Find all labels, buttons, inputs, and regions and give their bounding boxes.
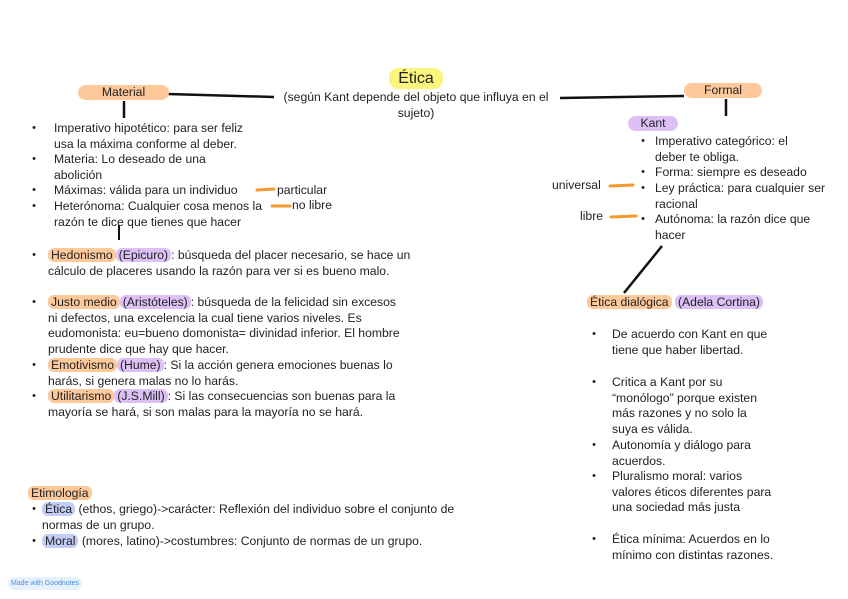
- formal-item-1: Imperativo categórico: el deber te obliga.: [655, 134, 788, 164]
- etimologia-item-2: [42, 534, 497, 550]
- formal-item-4: Autónoma: la razón dice que hacer: [655, 212, 811, 242]
- bullet: •: [641, 135, 645, 147]
- bullet: •: [592, 533, 596, 545]
- note-no-libre: no libre: [292, 198, 332, 212]
- theory-name: Justo medio: [48, 295, 120, 309]
- dialogica-item-4: Pluralismo moral: varios valores éticos diferentes para una sociedad más justa: [612, 469, 772, 515]
- page-title: Ética: [398, 70, 434, 87]
- dash-universal: [610, 185, 633, 186]
- bullet: •: [592, 470, 596, 482]
- bullet: •: [32, 390, 36, 402]
- dialogica-item-3: Autonomía y diálogo para acuerdos.: [612, 438, 751, 468]
- theory-author: (Hume): [117, 358, 164, 372]
- theory-name: Emotivismo: [48, 358, 117, 372]
- dialogica-item-2: Critica a Kant por su “monólogo” porque existen más razones y no solo la suya es válida.: [612, 375, 757, 436]
- theory-text: : búsqueda de la felicidad sin excesos ni defectos, una excelencia la cual tiene varios niveles. Es eudomonista: eu=bueno domonista= divinidad inferior. El hombre prudente dice que hay que hacer.: [48, 295, 400, 356]
- theory-justo-medio: [48, 295, 408, 357]
- dialogica-name: Ética dialógica: [587, 295, 672, 309]
- bullet: •: [592, 439, 596, 451]
- theory-text: : búsqueda del placer necesario, se hace un cálculo de placeres usando la razón para ver si es bueno malo.: [48, 248, 411, 278]
- bullet: •: [32, 153, 36, 165]
- bullet: •: [32, 122, 36, 134]
- theory-name: Utilitarismo: [48, 389, 114, 403]
- theory-author: (Aristóteles): [120, 295, 191, 309]
- bullet: •: [32, 503, 36, 515]
- kant-label: Kant: [640, 116, 666, 130]
- etimologia-label: Etimología: [28, 486, 92, 500]
- material-item-1: Imperativo hipotético: para ser feliz usa la máxima conforme al deber.: [54, 121, 243, 151]
- material-label: Material: [101, 85, 146, 99]
- formal-item-2: Forma: siempre es deseado: [655, 165, 807, 179]
- bullet: •: [32, 359, 36, 371]
- etimologia-text: (ethos, griego)->carácter: Reflexión del individuo sobre el conjunto de normas de un grupo.: [42, 502, 455, 532]
- note-libre: libre: [580, 209, 604, 223]
- theory-text: : Si la acción genera emociones buenas lo harás, si genera malas no lo harás.: [48, 358, 393, 388]
- material-item-3: Máximas: válida para un individuo: [54, 183, 238, 197]
- bullet: •: [32, 184, 36, 196]
- theory-emotivismo: [48, 358, 423, 389]
- bullet: •: [592, 376, 596, 388]
- formal-item-3: Ley práctica: para cualquier ser racional: [655, 181, 826, 211]
- line-title-formal: [560, 96, 684, 98]
- dialogica-author: (Adela Cortina): [675, 295, 763, 309]
- theory-author: (Epicuro): [116, 248, 171, 262]
- bullet: •: [32, 296, 36, 308]
- line-title-material: [168, 94, 274, 97]
- formal-label: Formal: [704, 83, 742, 97]
- bullet: •: [641, 213, 645, 225]
- etimologia-term: Ética: [42, 502, 75, 516]
- etimologia-heading: [28, 486, 92, 502]
- bullet: •: [32, 249, 36, 261]
- etimologia-term: Moral: [42, 534, 78, 548]
- bullet: •: [32, 200, 36, 212]
- goodnotes-badge: Made with Goodnotes: [8, 577, 82, 590]
- dialogica-item-5: Ética mínima: Acuerdos en lo mínimo con distintas razones.: [612, 532, 774, 562]
- bullet: •: [592, 328, 596, 340]
- bullet: •: [32, 535, 36, 547]
- dialogica-title: [587, 295, 827, 311]
- etimologia-text: (mores, latino)->costumbres: Conjunto de normas de un grupo.: [78, 534, 423, 548]
- theory-text: : Si las consecuencias son buenas para la mayoría se hará, si son malas para la mayoría no se hará.: [48, 389, 396, 419]
- theory-hedonismo: [48, 248, 423, 279]
- etimologia-item-1: [42, 502, 497, 533]
- material-item-4: Heterónoma: Cualquier cosa menos la razón te dice que tienes que hacer: [54, 199, 262, 229]
- bullet: •: [641, 182, 645, 194]
- page-subtitle: (según Kant depende del objeto que influya en el sujeto): [283, 90, 549, 120]
- note-universal: universal: [552, 178, 601, 192]
- material-item-2: Materia: Lo deseado de una abolición: [54, 152, 206, 182]
- theory-name: Hedonismo: [48, 248, 116, 262]
- theory-author: (J.S.Mill): [114, 389, 167, 403]
- note-particular: particular: [277, 183, 328, 197]
- dash-libre: [611, 216, 636, 217]
- line-kant-dialogica: [624, 246, 662, 293]
- bullet: •: [641, 166, 645, 178]
- theory-utilitarismo: [48, 389, 413, 420]
- dialogica-item-1: De acuerdo con Kant en que tiene que haber libertad.: [612, 327, 768, 357]
